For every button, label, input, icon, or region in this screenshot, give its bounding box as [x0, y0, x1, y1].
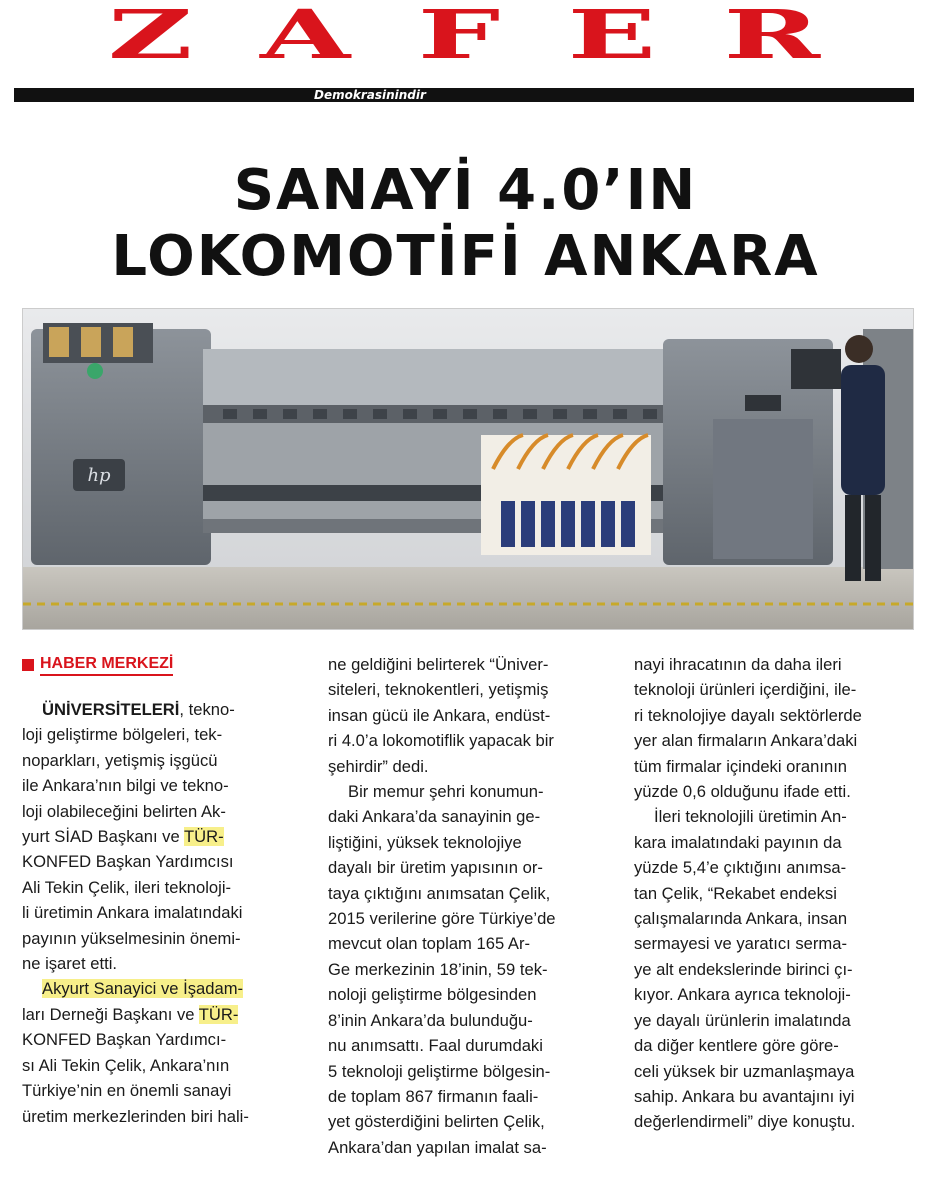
text-line: loji olabileceğini belirten Ak-	[22, 801, 226, 821]
article-photo	[22, 308, 914, 630]
highlighted-text: TÜR-	[184, 827, 224, 847]
text-line: kara imalatındaki payının da	[634, 832, 842, 852]
hp-logo-icon: hp	[87, 465, 111, 486]
text-line: liştiğini, yüksek teknolojiye	[328, 832, 522, 852]
text-line: KONFED Başkan Yardımcısı	[22, 852, 234, 872]
text-line: Ge merkezinin 18’inin, 59 tek-	[328, 959, 548, 979]
text-line: yet gösterdiğini belirten Çelik,	[328, 1112, 545, 1132]
highlighted-text: Akyurt Sanayici ve İşadam-	[42, 979, 244, 999]
text-line: Bir memur şehri konumun-	[348, 782, 544, 802]
text-line: insan gücü ile Ankara, endüst-	[328, 705, 551, 725]
text-line: ri teknolojiye dayalı sektörlerde	[634, 705, 862, 725]
article-headline	[0, 158, 931, 290]
text-line: yurt SİAD Başkanı ve	[22, 827, 185, 847]
text-line: üretim merkezlerinden biri hali-	[22, 1106, 249, 1126]
text-line: Ankara’dan yapılan imalat sa-	[328, 1137, 547, 1157]
text-line: ye dayalı ürünlerin imalatında	[634, 1010, 851, 1030]
text-line: , tekno-	[179, 700, 235, 719]
newspaper-title: ZAFER	[107, 0, 888, 75]
text-line: yüzde 0,6 olduğunu ifade etti.	[634, 782, 851, 802]
text-line: loji geliştirme bölgeleri, tek-	[22, 725, 223, 745]
text-line: nu anımsattı. Faal durumdaki	[328, 1036, 543, 1056]
text-line: şehirdir” dedi.	[328, 756, 429, 776]
text-line: 8’inin Ankara’da bulunduğu-	[328, 1010, 533, 1030]
article-column-2	[328, 652, 618, 1160]
text-line: kıyor. Ankara ayrıca teknoloji-	[634, 985, 851, 1005]
masthead-bar	[14, 88, 914, 102]
text-line: noparkları, yetişmiş işgücü	[22, 750, 218, 770]
text-line: ile Ankara’nın bilgi ve tekno-	[22, 776, 229, 796]
text-line: İleri teknolojili üretimin An-	[654, 807, 847, 827]
text-line: payının yükselmesinin önemi-	[22, 928, 241, 948]
byline-text: HABER MERKEZİ	[40, 654, 173, 676]
byline	[22, 652, 312, 677]
text-line: Türkiye’nin en önemli sanayi	[22, 1081, 232, 1101]
text-line: ları Derneği Başkanı ve	[22, 1004, 199, 1024]
byline-square-icon	[22, 659, 34, 671]
article-column-1	[22, 652, 312, 1129]
highlighted-text: TÜR-	[198, 1004, 239, 1024]
article-column-3	[634, 652, 924, 1135]
newspaper-tagline: Demokrasinindir	[310, 88, 430, 102]
text-line: ne geldiğini belirterek “Üniver-	[328, 655, 549, 674]
text-line: siteleri, teknokentleri, yetişmiş	[328, 680, 549, 700]
text-line: taya çıktığını anımsatan Çelik,	[328, 883, 551, 903]
text-line: değerlendirmeli” diye konuştu.	[634, 1112, 856, 1132]
text-line: noloji geliştirme bölgesinden	[328, 985, 537, 1005]
masthead	[14, 0, 914, 106]
text-line: mevcut olan toplam 165 Ar-	[328, 934, 530, 954]
text-line: sermayesi ve yaratıcı serma-	[634, 934, 848, 954]
text-line: daki Ankara’da sanayinin ge-	[328, 807, 541, 827]
text-line: celi yüksek bir uzmanlaşmaya	[634, 1061, 855, 1081]
text-line: da diğer kentlere göre göre-	[634, 1036, 839, 1056]
text-line: dayalı bir üretim yapısının or-	[328, 858, 543, 878]
text-line: Ali Tekin Çelik, ileri teknoloji-	[22, 877, 232, 897]
text-line: yüzde 5,4’e çıktığını anımsa-	[634, 858, 847, 878]
text-line: 2015 verilerine göre Türkiye’de	[328, 909, 556, 929]
text-line: yer alan firmaların Ankara’daki	[634, 731, 858, 751]
text-line: çalışmalarında Ankara, insan	[634, 909, 848, 929]
text-line: tan Çelik, “Rekabet endeksi	[634, 883, 837, 903]
text-line: 5 teknoloji geliştirme bölgesin-	[328, 1061, 551, 1081]
text-line: sı Ali Tekin Çelik, Ankara’nın	[22, 1055, 230, 1075]
text-line: ne işaret etti.	[22, 954, 118, 974]
text-line: de toplam 867 firmanın faali-	[328, 1086, 539, 1106]
text-line: ri 4.0’a lokomotiflik yapacak bir	[328, 731, 554, 751]
text-line: tüm firmalar içindeki oranının	[634, 756, 848, 776]
headline-line-2: LOKOMOTİFİ ANKARA	[111, 224, 820, 289]
text-line: sahip. Ankara bu avantajını iyi	[634, 1086, 855, 1106]
text-line: ye alt endekslerinde birinci çı-	[634, 959, 853, 979]
text-line: nayi ihracatının da daha ileri	[634, 655, 842, 674]
headline-line-1: SANAYİ 4.0’IN	[233, 158, 698, 223]
text-line: teknoloji ürünleri içerdiğini, ile-	[634, 680, 857, 700]
text-line: li üretimin Ankara imalatındaki	[22, 903, 243, 923]
lead-word: ÜNİVERSİTELERİ	[42, 700, 180, 719]
text-line: KONFED Başkan Yardımcı-	[22, 1030, 227, 1050]
printer-photo-illustration	[23, 309, 913, 629]
